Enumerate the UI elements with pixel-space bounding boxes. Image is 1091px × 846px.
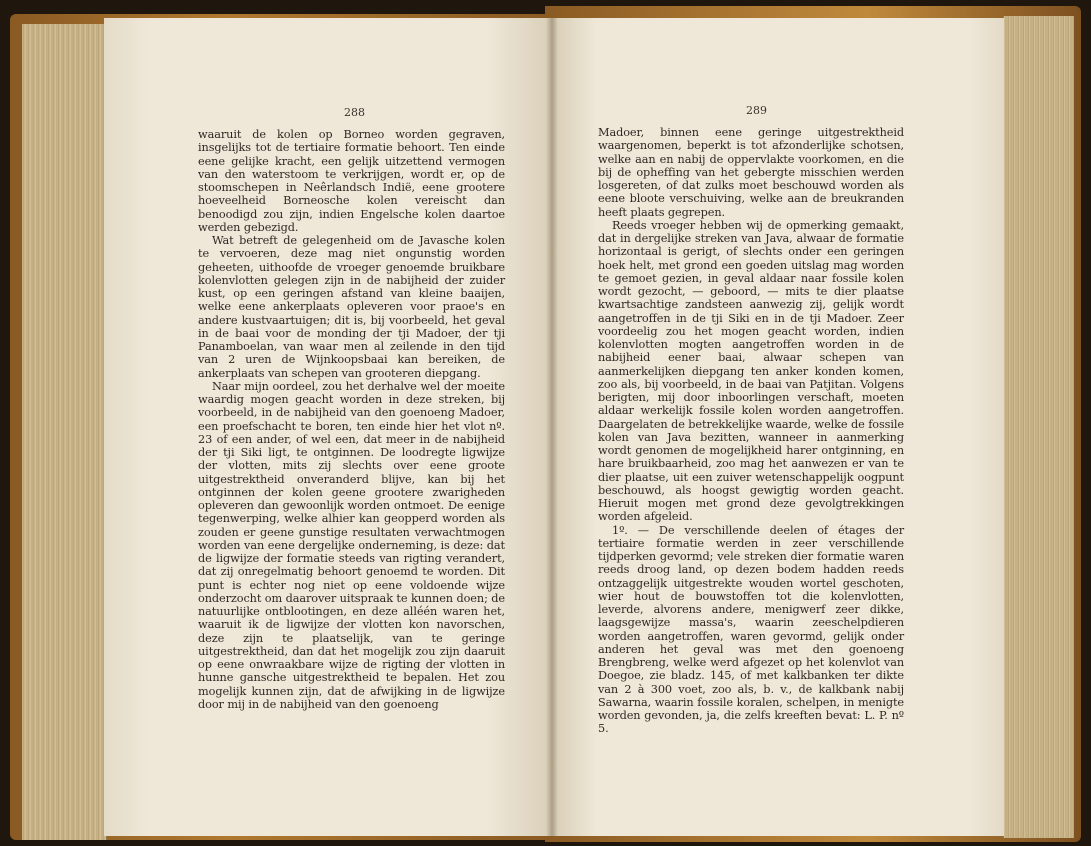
book-gutter: [546, 18, 558, 836]
paragraph: Reeds vroeger hebben wij de opmerking gemaakt, dat in dergelijke streken van Java, alwaar de formatie horizontaal is gerigt, of slechts onder een geringen hoek helt, met grond een goeden uitslag mag worden te gemoet gezien, in geval aldaar naar fossile kolen wordt gezocht, — geboord, — mits te dier plaatse kwartsachtige zandsteen aanwezig zij, gelijk wordt aangetroffen in de tji Siki en in de tji Madoer. Zeer voordeelig zou het mogen geacht worden, indien kolenvlotten mogten aangetroffen worden in de nabijheid eener baai, alwaar schepen van aanmerkelijken diepgang ten anker konden komen, zoo als, bij voorbeeld, in de baai van Patjitan. Volgens berigten, mij door inboorlingen verschaft, moeten aldaar werkelijk fossile kolen worden aangetroffen. Daargelaten de betrekkelijke waarde, welke de fossile kolen van Java bezitten, wanneer in aanmerking wordt genomen de mogelijkheid harer ontginning, en hare bruikbaarheid, zoo mag het aanwezen er van te dier plaatse, uit een zuiver wetenschappelijk oogpunt beschouwd, als hoogst gewigtig worden geacht. Hieruit mogen met grond deze gevolgtrekkingen worden afgeleid.: [598, 218, 904, 524]
right-page: [552, 18, 1004, 836]
paragraph: 1º. — De verschillende deelen of étages der tertiaire formatie werden in zeer verschillende tijdperken gevormd; vele streken dier formatie waren reeds droog land, op dezen bodem hadden reeds ontzaggelijk uitgestrekte wouden wortel geschoten, wier hout de bouwstoffen tot die kolenvlotten, leverde, alvorens andere, menigwerf zeer dikke, laagsgewijze massa's, waarin zeeschelpdieren worden aangetroffen, waren gevormd, gelijk onder anderen het geval was met den goenoeng Brengbreng, welke werd afgezet op het kolenvlot van Doegoe, zie bladz. 145, of met kalkbanken ter dikte van 2 à 300 voet, zoo als, b. v., de kalkbank nabij Sawarna, waarin fossile koralen, schelpen, in menigte worden gevonden, ja, die zelfs kreeften bevat: L. P. nº 5.: [598, 523, 904, 736]
page-number: 289: [746, 104, 767, 117]
paragraph: waaruit de kolen op Borneo worden gegraven, insgelijks tot de tertiaire formatie behoort. Ten einde eene gelijke kracht, een gelijk uitzettend vermogen van den waterstoom te verkrijgen, wordt er, op de stoomschepen in Neêrlandsch Indië, eene grootere hoeveelheid Borneosche kolen vereischt dan benoodigd zou zijn, indien Engelsche kolen daartoe werden gebezigd.: [198, 128, 505, 234]
paragraph: Wat betreft de gelegenheid om de Javasche kolen te vervoeren, deze mag niet ongunstig worden geheeten, uithoofde de vroeger genoemde bruikbare kolenvlotten gelegen zijn in de nabijheid der zuider kust, op een geringen afstand van kleine baaijen, welke eene ankerplaats opleveren voor praoe's en andere kustvaartuigen; dit is, bij voorbeeld, het geval in de baai voor de monding der tji Madoer, der tji Panamboelan, van waar men al zeilende in den tijd van 2 uren de Wijnkoopsbaai kan bereiken, de ankerplaats van schepen van grooteren diepgang.: [198, 234, 505, 380]
body-text: [598, 126, 904, 736]
body-text: [198, 128, 505, 711]
page-edges-right: [1003, 16, 1074, 838]
paragraph: Naar mijn oordeel, zou het derhalve wel der moeite waardig mogen geacht worden in deze streken, bij voorbeeld, in de nabijheid van den goenoeng Madoer, een proefschacht te boren, ten einde hier het vlot nº. 23 of een ander, of wel een, dat meer in de nabijheid der tji Siki ligt, te ontginnen. De loodregte ligwijze der vlotten, mits zij slechts over eene groote uitgestrektheid onveranderd blijve, kan bij het ontginnen der kolen geene grootere zwarigheden opleveren dan gewoonlijk worden ontmoet. De eenige tegenwerping, welke alhier kan geopperd worden als zouden er geene gunstige resultaten verwachtmogen worden van eene dergelijke onderneming, is deze: dat de ligwijze der formatie steeds van rigting verandert, dat zij onregelmatig behoort genoemd te worden. Dit punt is echter nog niet op eene voldoende wijze onderzocht om daarover uitspraak te kunnen doen; de natuurlijke ontblootingen, en deze alléén waren het, waaruit ik de ligwijze der vlotten kon navorschen, deze zijn te plaatselijk, van te geringe uitgestrektheid, dan dat het mogelijk zou zijn daaruit op eene onwraakbare wijze de rigting der vlotten in hunne gansche uitgestrektheid te bepalen. Het zou mogelijk kunnen zijn, dat de afwijking in de ligwijze door mij in de nabijheid van den goenoeng: [198, 379, 505, 711]
page-edges-left: [22, 24, 107, 840]
page-number: 288: [344, 106, 365, 119]
left-page: [104, 18, 552, 836]
paragraph: Madoer, binnen eene geringe uitgestrektheid waargenomen, beperkt is tot afzonderlijke schotsen, welke aan en nabij de oppervlakte voorkomen, en die bij de opheffing van het gebergte misschien werden losgereten, of dat zulks moet beschouwd worden als eene blootе verschuiving, welke aan de breukranden heeft plaats gegrepen.: [598, 126, 904, 219]
